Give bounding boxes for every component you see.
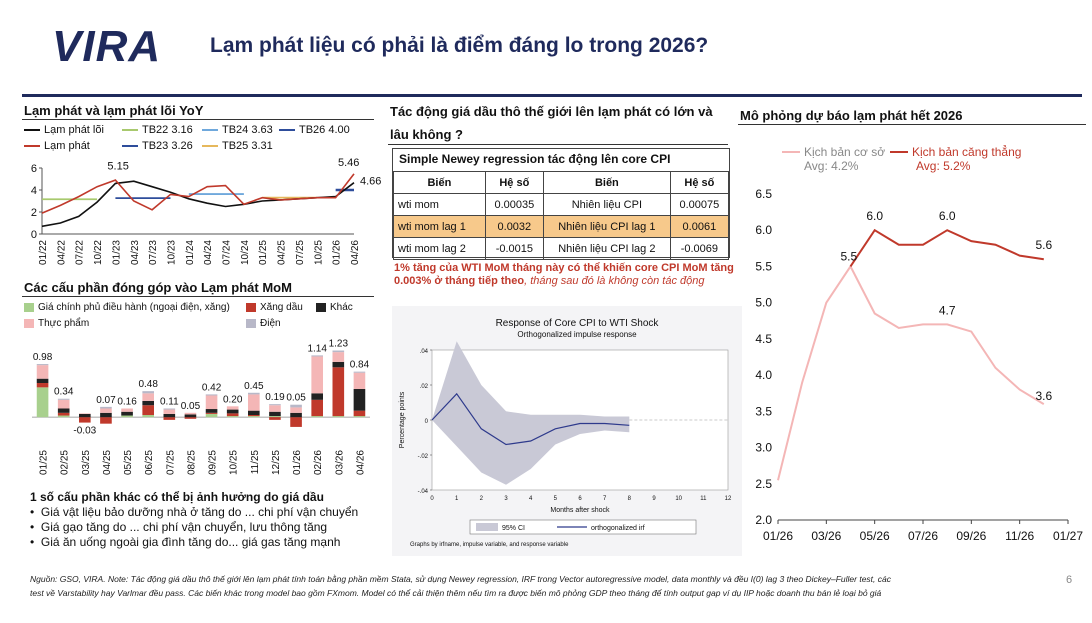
- x-tick-label: 6: [578, 496, 582, 502]
- x-tick-label: 04/23: [129, 240, 141, 266]
- x-tick-label: 01/24: [184, 240, 196, 266]
- x-tick-label: 05/26: [859, 529, 890, 543]
- x-tick-label: 07/26: [907, 529, 939, 543]
- data-label: 0.48: [138, 379, 158, 391]
- bar-segment: [121, 416, 133, 418]
- bar-segment: [311, 416, 323, 417]
- x-tick-label: 08/25: [186, 450, 198, 476]
- data-label: 0.05: [286, 392, 306, 404]
- x-tick-label: 11/25: [249, 450, 261, 475]
- legend-label: Kịch bản căng thẳng: [912, 145, 1022, 159]
- bar-segment: [290, 407, 302, 412]
- data-label: 0.05: [180, 400, 201, 412]
- data-label: 0.19: [265, 392, 285, 404]
- regression-note: 1% tăng của WTI MoM tháng này có thể khiến core CPI MoM tăng 0.003% ở tháng tiếp theo, tháng sau đó là không còn tác động: [394, 262, 734, 287]
- data-label: 5.5: [840, 249, 858, 264]
- x-tick-label: 2: [479, 496, 484, 502]
- y-tick-label: 2: [30, 207, 37, 219]
- y-tick-label: 5.0: [755, 295, 772, 310]
- table-row-highlight: wti mom lag 1 0.0032 Nhiên liệu CPI lag 1 0.0061: [394, 216, 729, 238]
- series-line: [42, 181, 354, 226]
- x-axis-label: Months after shock: [550, 507, 610, 514]
- chart-title: Response of Core CPI to WTI Shock: [495, 318, 659, 329]
- panel2-title: Các cấu phần đóng góp vào Lạm phát MoM: [24, 280, 292, 295]
- bar-segment: [269, 416, 281, 417]
- bar-segment: [227, 413, 239, 416]
- data-label: 0.11: [159, 396, 179, 408]
- data-label: 0.42: [201, 382, 222, 394]
- x-tick-label: 10/25: [228, 450, 240, 476]
- bar-segment: [79, 413, 91, 414]
- bar-segment: [269, 412, 281, 416]
- x-tick-label: 07/24: [221, 240, 233, 266]
- data-label: 0.20: [222, 394, 243, 406]
- x-tick-label: 12: [724, 496, 732, 502]
- bar-segment: [164, 417, 176, 420]
- data-label: 0.16: [117, 396, 137, 408]
- mom-contribution-chart: [20, 336, 376, 486]
- bar-segment: [37, 365, 49, 379]
- bullets-title: 1 số cấu phần khác có thể bị ảnh hưởng do giá dầu: [30, 490, 324, 504]
- bar-segment: [164, 410, 176, 414]
- data-label: 6.0: [938, 209, 956, 224]
- y-tick-label: 6: [30, 163, 37, 175]
- x-tick-label: 06/25: [144, 450, 156, 476]
- x-tick-label: 7: [602, 496, 607, 502]
- x-tick-label: 9: [652, 496, 656, 502]
- bar-segment: [248, 411, 260, 415]
- series-line: [851, 230, 1044, 266]
- x-tick-label: 10/23: [166, 240, 178, 266]
- legend-other: Khác: [330, 302, 353, 313]
- x-tick-label: 4: [528, 496, 533, 502]
- panel3-rule: [388, 144, 728, 145]
- bar-segment: [121, 408, 133, 411]
- bar-segment: [206, 394, 218, 395]
- bar-segment: [333, 367, 345, 416]
- legend-tb25: TB25 3.31: [222, 140, 273, 152]
- legend-headline: Lạm phát: [44, 140, 90, 152]
- chart-subtitle: Orthogonalized impulse response: [517, 330, 637, 339]
- table-header: Biến: [543, 172, 670, 194]
- data-label: 5.15: [107, 160, 129, 173]
- bar-segment: [311, 393, 323, 400]
- x-tick-label: 12/25: [270, 450, 282, 476]
- x-tick-label: 01/26: [762, 529, 794, 543]
- bar-segment: [227, 416, 239, 417]
- bar-segment: [227, 406, 239, 409]
- irf-chart: [392, 306, 742, 556]
- regression-table-title: Simple Newey regression tác động lên core CPI: [399, 152, 671, 166]
- series-line: [778, 266, 1044, 480]
- regression-table: [393, 171, 729, 260]
- panel1-legend: [24, 124, 374, 160]
- bar-segment: [185, 413, 197, 415]
- x-tick-label: 04/24: [203, 240, 215, 266]
- bar-segment: [100, 417, 112, 424]
- header-divider: [22, 94, 1082, 97]
- legend-tb23: TB23 3.26: [142, 140, 193, 152]
- bar-segment: [290, 413, 302, 417]
- bar-segment: [333, 416, 345, 417]
- table-header: Hệ số: [485, 172, 543, 194]
- legend-food: Thực phẩm: [38, 318, 90, 329]
- x-tick-label: 3: [504, 496, 508, 502]
- x-tick-label: 04/26: [350, 240, 361, 266]
- panel4-title: Mô phỏng dự báo lạm phát hết 2026: [740, 108, 963, 123]
- y-tick-label: 6.5: [755, 187, 772, 201]
- y-tick-label: .02: [419, 384, 428, 390]
- bar-segment: [58, 399, 70, 400]
- bar-segment: [164, 408, 176, 409]
- y-tick-label: 2.0: [755, 513, 772, 527]
- x-tick-label: 07/25: [165, 450, 177, 476]
- bar-segment: [100, 413, 112, 417]
- data-label: 4.66: [360, 175, 382, 188]
- bar-segment: [100, 408, 112, 412]
- x-tick-label: 05/25: [123, 450, 135, 476]
- bar-segment: [37, 379, 49, 383]
- bullet-item: • Giá vật liệu bảo dưỡng nhà ở tăng do ... chi phí vận chuyển: [30, 505, 359, 519]
- table-header: Hệ số: [670, 172, 728, 194]
- x-tick-label: 04/25: [276, 240, 288, 266]
- x-tick-label: 10/24: [239, 240, 251, 266]
- bar-segment: [37, 364, 49, 365]
- bar-segment: [311, 400, 323, 416]
- x-tick-label: 02/26: [313, 450, 325, 476]
- x-tick-label: 10/25: [313, 240, 325, 266]
- y-tick-label: 4.5: [755, 331, 772, 346]
- bar-segment: [248, 394, 260, 410]
- bar-segment: [290, 417, 302, 427]
- x-tick-label: 03/26: [334, 450, 346, 476]
- legend-admin: Giá chính phủ điều hành (ngoại điện, xăng): [38, 302, 230, 313]
- legend-electric: Điện: [260, 318, 281, 329]
- x-tick-label: 04/26: [355, 450, 367, 476]
- legend-tb22: TB22 3.16: [142, 124, 193, 136]
- bar-segment: [185, 417, 197, 419]
- bar-segment: [206, 413, 218, 414]
- bar-segment: [142, 415, 154, 417]
- panel2-legend: [24, 302, 374, 334]
- bar-segment: [354, 389, 366, 411]
- bar-segment: [311, 356, 323, 393]
- bar-segment: [290, 405, 302, 408]
- y-tick-label: 5.5: [755, 259, 772, 274]
- bar-segment: [354, 373, 366, 389]
- bar-segment: [248, 416, 260, 417]
- x-tick-label: 01/26: [331, 240, 343, 266]
- bar-segment: [142, 393, 154, 401]
- bar-segment: [100, 407, 112, 409]
- bar-segment: [185, 414, 197, 417]
- panel2-rule: [22, 296, 374, 297]
- bar-segment: [79, 417, 91, 422]
- x-tick-label: 07/23: [148, 240, 160, 266]
- page-number: 6: [1066, 574, 1073, 586]
- legend-avg: Avg: 4.2%: [804, 159, 859, 173]
- legend-ci-swatch: [476, 523, 498, 531]
- chart-note: Graphs by irfname, impulse variable, and response variable: [410, 542, 569, 548]
- bar-segment: [269, 405, 281, 412]
- legend-label: 95% CI: [502, 525, 525, 532]
- data-label: 0.34: [53, 386, 74, 398]
- bar-segment: [58, 408, 70, 412]
- bar-segment: [354, 372, 366, 373]
- bar-segment: [333, 352, 345, 362]
- x-tick-label: 11/26: [1005, 529, 1035, 543]
- x-tick-label: 01/22: [38, 240, 49, 266]
- legend-fuel: Xăng dầu: [260, 302, 303, 313]
- x-tick-label: 03/25: [80, 450, 92, 476]
- data-label: 6.0: [866, 209, 884, 224]
- bullet-item: • Giá ăn uống ngoài gia đình tăng do... giá gas tăng mạnh: [30, 535, 341, 549]
- panel3-title-line2: lâu không ?: [390, 127, 463, 142]
- data-label: -0.03: [73, 425, 97, 437]
- table-row: wti mom 0.00035 Nhiên liệu CPI 0.00075: [394, 194, 729, 216]
- y-tick-label: .04: [419, 349, 428, 355]
- data-label: 0.45: [244, 380, 264, 392]
- data-label: 0.07: [96, 394, 116, 406]
- bar-segment: [58, 400, 70, 409]
- legend-label: Kịch bản cơ sở: [804, 145, 886, 159]
- bar-segment: [206, 409, 218, 413]
- x-tick-label: 02/25: [59, 450, 71, 476]
- x-tick-label: 04/25: [101, 450, 113, 476]
- x-tick-label: 09/25: [207, 450, 219, 476]
- data-label: 1.14: [307, 343, 327, 355]
- bar-segment: [206, 414, 218, 417]
- y-tick-label: 3.0: [755, 440, 772, 455]
- y-tick-label: -.04: [417, 489, 428, 495]
- bar-segment: [333, 362, 345, 367]
- regression-table-box: [392, 148, 730, 258]
- footer-source: Nguồn: GSO, VIRA. Note: Tác động giá dầu thô thế giới lên lạm phát tính toán bằng phần mềm Stata, sử dụng Newey regression, IRF trong Vector autoregressive model, data monthly và đều I(0) lag 3 theo Dickey–Fuller test, các test về Varstability hay Varlmar đều pass. Các biến khác trong model bao gồm FXmom. Model có thể cải thiện thêm nếu tìm ra được biến mô phỏng GDP theo tháng để tính output gap ví dụ IIP hoặc doanh thu bán lẻ loại bỏ giá: [30, 574, 891, 598]
- bar-segment: [164, 414, 176, 417]
- forecast-chart: [738, 130, 1088, 570]
- bar-segment: [248, 415, 260, 416]
- y-tick-label: 4.0: [755, 368, 772, 383]
- bar-segment: [58, 416, 70, 418]
- y-tick-label: 0: [30, 229, 37, 241]
- data-label: 1.23: [328, 338, 349, 350]
- data-label: 3.6: [1035, 389, 1053, 404]
- bar-segment: [121, 412, 133, 416]
- vira-logo: VIRA: [52, 22, 162, 71]
- x-tick-label: 01/26: [292, 450, 304, 476]
- x-tick-label: 1: [454, 496, 459, 502]
- data-label: 0.98: [32, 352, 53, 364]
- bar-segment: [354, 411, 366, 416]
- x-tick-label: 11: [700, 496, 707, 502]
- bar-segment: [333, 351, 345, 353]
- bar-segment: [227, 410, 239, 414]
- x-tick-label: 01/23: [111, 240, 123, 266]
- bar-segment: [37, 383, 49, 387]
- bar-segment: [269, 404, 281, 405]
- legend-label: orthogonalized irf: [591, 525, 645, 532]
- panel4-rule: [738, 124, 1086, 125]
- x-tick-label: 09/26: [956, 529, 987, 543]
- legend-avg: Avg: 5.2%: [916, 159, 971, 173]
- x-tick-label: 5: [553, 496, 558, 502]
- x-tick-label: 04/22: [56, 240, 68, 266]
- bar-segment: [311, 355, 323, 356]
- y-tick-label: 2.5: [755, 476, 772, 491]
- table-row: wti mom lag 2 -0.0015 Nhiên liệu CPI lag 2 -0.0069: [394, 238, 729, 260]
- bar-segment: [37, 387, 49, 417]
- x-tick-label: 07/22: [74, 240, 86, 266]
- panel3-title-line1: Tác động giá dầu thô thế giới lên lạm phát có lớn và: [390, 104, 713, 119]
- data-label: 5.6: [1035, 238, 1053, 253]
- data-label: 4.7: [938, 303, 956, 318]
- bar-segment: [269, 417, 281, 420]
- legend-tb24: TB24 3.63: [222, 124, 273, 136]
- panel1-rule: [22, 119, 374, 120]
- bar-segment: [58, 413, 70, 416]
- data-label: 5.46: [338, 156, 360, 169]
- table-header: Biến: [394, 172, 486, 194]
- y-axis-label: Percentage points: [399, 391, 406, 449]
- y-tick-label: 6.0: [755, 223, 772, 238]
- page-title: Lạm phát liệu có phải là điểm đáng lo trong 2026?: [210, 34, 709, 57]
- x-tick-label: 10: [675, 496, 683, 502]
- x-tick-label: 01/27: [1052, 529, 1084, 543]
- x-tick-label: 0: [430, 496, 434, 502]
- y-tick-label: 4: [30, 185, 37, 197]
- x-tick-label: 07/25: [294, 240, 306, 266]
- inflation-yoy-chart: [20, 156, 382, 276]
- bullet-item: • Giá gạo tăng do ... chi phí vận chuyển, lưu thông tăng: [30, 520, 328, 534]
- bar-segment: [206, 395, 218, 409]
- x-tick-label: 01/25: [38, 450, 50, 476]
- bar-segment: [142, 391, 154, 393]
- bar-segment: [142, 401, 154, 405]
- bar-segment: [354, 416, 366, 417]
- legend-tb26: TB26 4.00: [299, 124, 350, 136]
- legend-core: Lạm phát lõi: [44, 124, 104, 136]
- y-tick-label: 0: [424, 419, 428, 425]
- x-tick-label: 10/22: [93, 240, 105, 266]
- bar-segment: [142, 405, 154, 415]
- x-tick-label: 01/25: [258, 240, 270, 266]
- bullets-block: [30, 490, 380, 550]
- y-tick-label: -.02: [417, 454, 428, 460]
- data-label: 0.84: [349, 359, 370, 371]
- bar-segment: [248, 393, 260, 395]
- panel1-title: Lạm phát và lạm phát lõi YoY: [24, 103, 204, 118]
- x-tick-label: 8: [627, 496, 632, 502]
- x-tick-label: 03/26: [811, 529, 842, 543]
- bar-segment: [79, 414, 91, 417]
- y-tick-label: 3.5: [755, 404, 772, 419]
